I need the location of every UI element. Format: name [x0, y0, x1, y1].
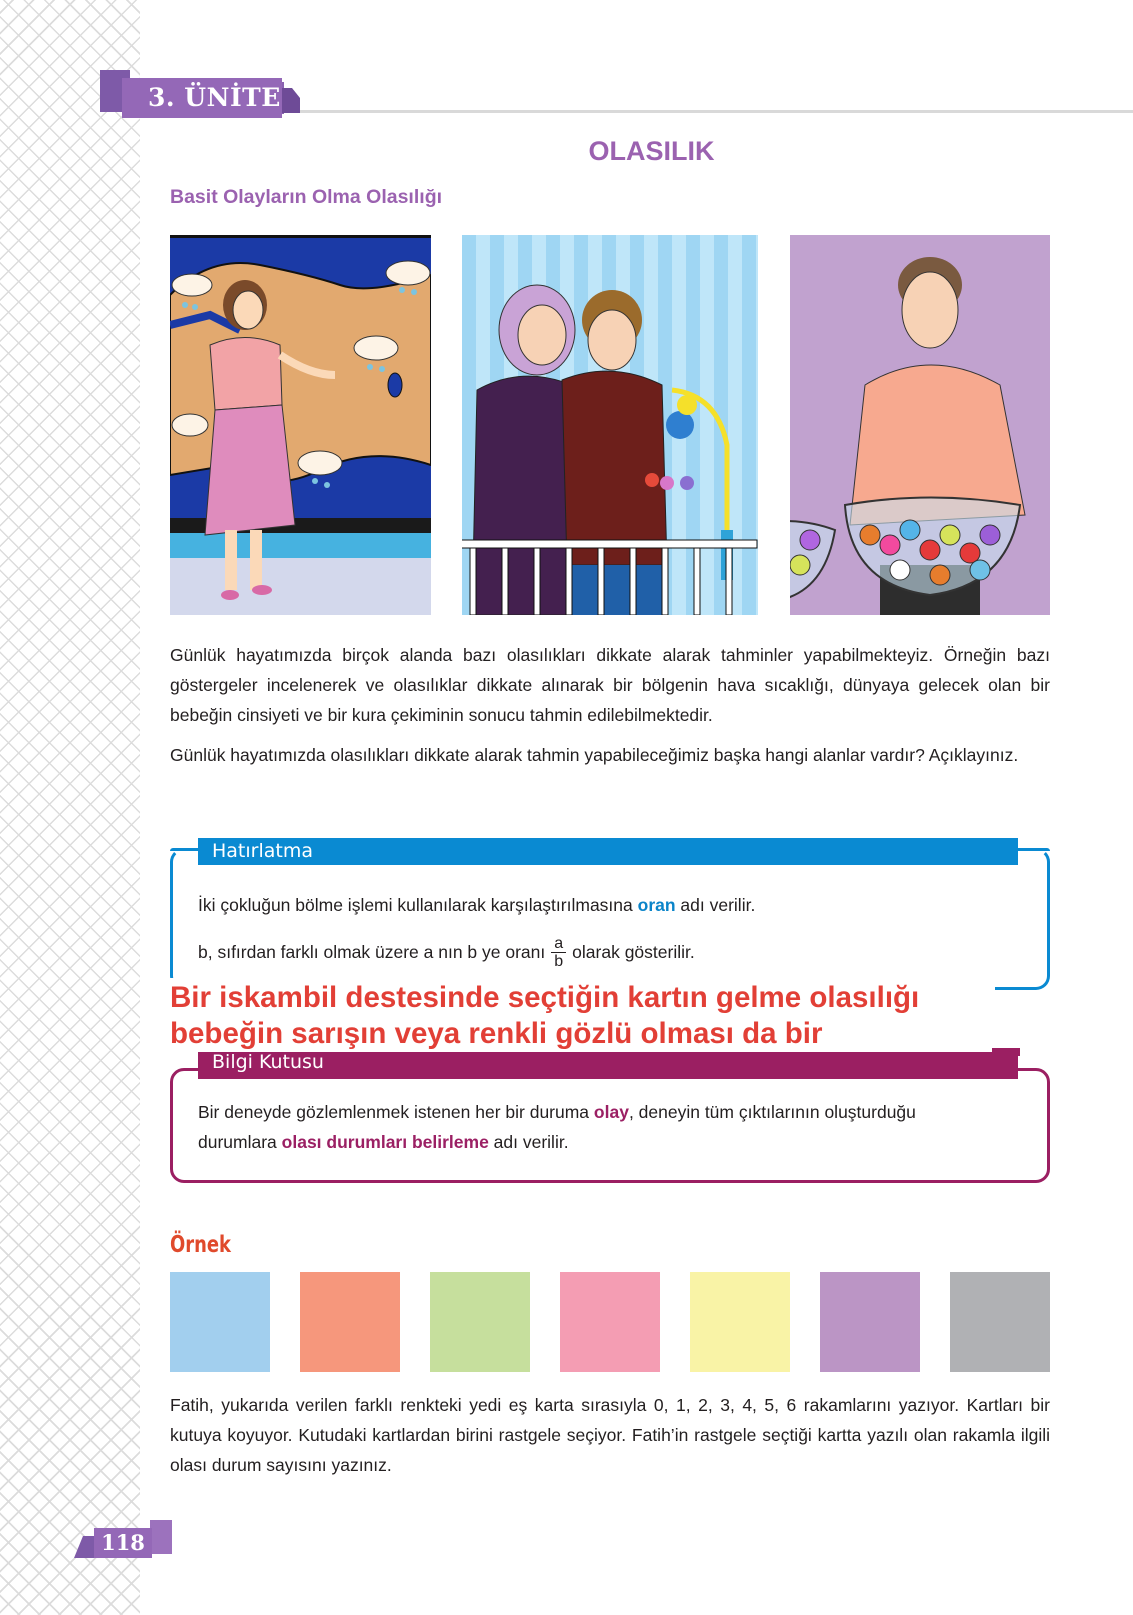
overlay-line-2: bebeğin sarışın veya renkli gözlü olması da bir	[170, 1017, 823, 1050]
reminder-line-1-text: İki çokluğun bölme işlemi kullanılarak karşılaştırılmasına	[198, 895, 638, 915]
reminder-line-1-end: adı verilir.	[675, 895, 756, 915]
info-line-1-end: , deneyin tüm çıktılarının oluşturduğu	[628, 1102, 916, 1122]
color-card-4	[690, 1272, 790, 1372]
color-card-2	[430, 1272, 530, 1372]
expecting-couple-illustration	[462, 235, 758, 615]
unit-label: 3. ÜNİTE	[122, 78, 282, 118]
color-card-0	[170, 1272, 270, 1372]
term-oran: oran	[637, 895, 676, 915]
term-olay: olay	[593, 1102, 629, 1122]
term-olasi-durumlari-belirleme: olası durumları belirleme	[281, 1132, 489, 1152]
reminder-box-title: Hatırlatma	[198, 838, 1018, 865]
banner-tail	[280, 88, 300, 113]
example-text: Fatih, yukarıda verilen farklı renkteki yedi eş karta sırasıyla 0, 1, 2, 3, 4, 5, 6 rakamlarını yazıyor. Kartları bir kutuya koyuyor. Kutudaki kartlardan birini rastgele seçiyor. Fatih’in rastgele seçtiği kartta yazılı olan rakamla ilgili olası durum sayısını yazınız.	[170, 1395, 1050, 1475]
fraction-denominator: b	[554, 953, 564, 970]
page-number: 118	[94, 1528, 152, 1558]
color-card-5	[820, 1272, 920, 1372]
info-line-1	[198, 1097, 916, 1127]
section-title: Basit Olayların Olma Olasılığı	[170, 186, 443, 208]
info-line-1-text: Bir deneyde gözlemlenmek istenen her bir duruma	[198, 1102, 594, 1122]
page-number-badge	[74, 1520, 174, 1560]
color-card-3	[560, 1272, 660, 1372]
color-card-6	[950, 1272, 1050, 1372]
weather-forecaster-illustration	[170, 235, 431, 615]
intro-paragraph-2: Günlük hayatımızda olasılıkları dikkate alarak tahmin yapabileceğimiz başka hangi alanlar vardır? Açıklayınız.	[170, 745, 1019, 765]
color-card-1	[300, 1272, 400, 1372]
example-label: Örnek	[170, 1232, 231, 1258]
info-box-text	[198, 1097, 916, 1157]
reminder-line-2-end: olarak gösterilir.	[572, 942, 695, 962]
decorative-margin-pattern	[0, 0, 140, 1615]
page-title: OLASILIK	[588, 136, 715, 166]
info-line-2	[198, 1127, 916, 1157]
fraction-a-over-b	[551, 935, 566, 970]
unit-banner	[100, 68, 310, 120]
info-line-2-text: durumlara	[198, 1132, 282, 1152]
info-box-tab	[992, 1048, 1020, 1056]
overlay-headline	[170, 980, 919, 1052]
intro-paragraph-1: Günlük hayatımızda birçok alanda bazı olasılıkları dikkate alarak tahminler yapabilmekteyiz. Örneğin bazı göstergeler incelenerek ve olasılıklar dikkate alınarak bir bölgenin hava sıcaklığı, dünyaya gelecek olan bir bebeğin cinsiyeti ve bir kura çekiminin sonucu tahmin edilebilmektedir.	[170, 645, 1050, 725]
info-line-2-end: adı verilir.	[488, 1132, 569, 1152]
overlay-line-1: Bir iskambil destesinde seçtiğin kartın gelme olasılığı	[170, 981, 920, 1014]
reminder-line-2-text: b, sıfırdan farklı olmak üzere a nın b ye oranı	[198, 942, 546, 962]
lottery-draw-illustration	[790, 235, 1050, 615]
fraction-numerator: a	[551, 935, 566, 953]
reminder-line-2	[198, 935, 695, 970]
header-rule	[300, 110, 1133, 113]
reminder-line-1	[198, 895, 755, 916]
info-box-title: Bilgi Kutusu	[198, 1052, 1018, 1079]
page-badge-fold-right	[150, 1520, 172, 1554]
